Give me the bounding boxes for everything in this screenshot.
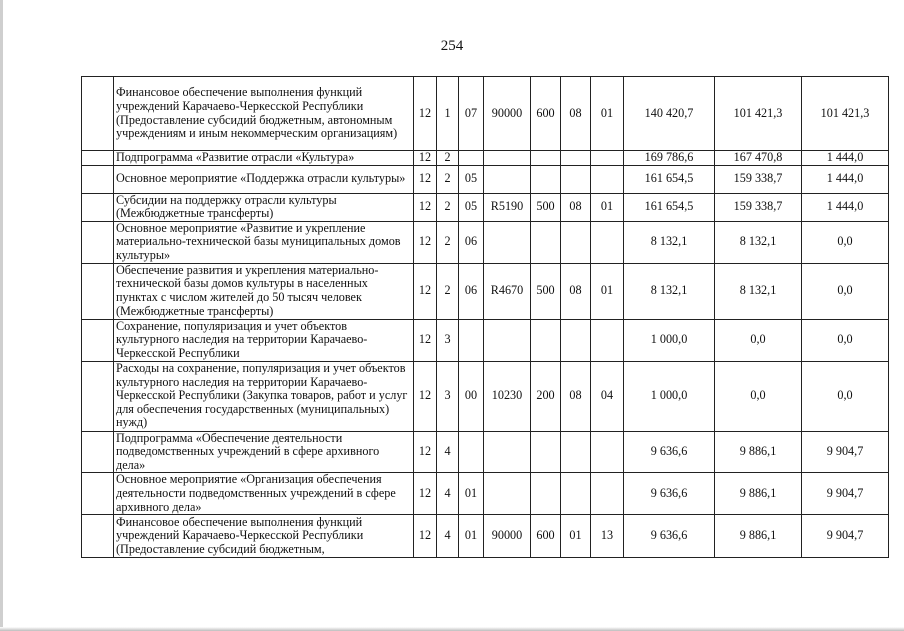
row-number-cell (82, 473, 114, 515)
row-number-cell (82, 263, 114, 319)
row-number-cell (82, 431, 114, 473)
amount-cell: 1 444,0 (802, 151, 889, 166)
code-cell: 12 (414, 319, 437, 361)
code-cell: 10230 (484, 361, 531, 431)
amount-cell: 0,0 (802, 319, 889, 361)
table-row (82, 151, 889, 166)
row-name: Обеспечение развития и укрепления материально-технической базы домов культуры в населенных пунктах с числом жителей до 50 тысяч человек (Межбюджетные трансферты) (114, 263, 414, 319)
row-name: Подпрограмма «Обеспечение деятельности подведомственных учреждений в сфере архивного дела» (114, 431, 414, 473)
amount-cell: 8 132,1 (715, 221, 802, 263)
code-cell (484, 319, 531, 361)
amount-cell: 9 886,1 (715, 473, 802, 515)
row-number-cell (82, 319, 114, 361)
code-cell: 05 (459, 165, 484, 193)
code-cell (561, 473, 591, 515)
row-name: Финансовое обеспечение выполнения функций учреждений Карачаево-Черкесской Республики (Предоставление субсидий бюджетным, автономным учреждениям и иным некоммерческим организациям) (114, 77, 414, 151)
code-cell (531, 319, 561, 361)
amount-cell: 9 886,1 (715, 431, 802, 473)
amount-cell: 1 000,0 (624, 361, 715, 431)
code-cell (484, 473, 531, 515)
code-cell: 07 (459, 77, 484, 151)
code-cell (591, 431, 624, 473)
code-cell (531, 221, 561, 263)
code-cell (591, 151, 624, 166)
code-cell: 12 (414, 431, 437, 473)
code-cell (459, 319, 484, 361)
code-cell: 01 (561, 515, 591, 558)
code-cell: 08 (561, 77, 591, 151)
table-row (82, 361, 889, 431)
code-cell: 3 (437, 319, 459, 361)
amount-cell: 0,0 (802, 221, 889, 263)
code-cell: 2 (437, 165, 459, 193)
amount-cell: 161 654,5 (624, 193, 715, 221)
code-cell: 01 (591, 263, 624, 319)
code-cell (561, 151, 591, 166)
amount-cell: 1 444,0 (802, 165, 889, 193)
code-cell: 12 (414, 165, 437, 193)
code-cell (561, 165, 591, 193)
code-cell: 08 (561, 263, 591, 319)
table-row (82, 263, 889, 319)
code-cell: 1 (437, 77, 459, 151)
code-cell: 12 (414, 221, 437, 263)
code-cell: 200 (531, 361, 561, 431)
code-cell (459, 431, 484, 473)
code-cell (591, 473, 624, 515)
amount-cell: 0,0 (802, 361, 889, 431)
amount-cell: 9 636,6 (624, 473, 715, 515)
table-row (82, 193, 889, 221)
code-cell (561, 221, 591, 263)
code-cell (561, 319, 591, 361)
code-cell: 06 (459, 221, 484, 263)
code-cell (531, 151, 561, 166)
code-cell: 90000 (484, 515, 531, 558)
code-cell: 2 (437, 263, 459, 319)
row-number-cell (82, 515, 114, 558)
amount-cell: 159 338,7 (715, 165, 802, 193)
code-cell (591, 319, 624, 361)
code-cell: 4 (437, 431, 459, 473)
code-cell: 08 (561, 193, 591, 221)
code-cell: 12 (414, 473, 437, 515)
amount-cell: 9 904,7 (802, 473, 889, 515)
code-cell (484, 221, 531, 263)
code-cell (484, 165, 531, 193)
code-cell: 90000 (484, 77, 531, 151)
code-cell: 12 (414, 193, 437, 221)
amount-cell: 9 636,6 (624, 515, 715, 558)
code-cell: 01 (591, 193, 624, 221)
code-cell: 12 (414, 263, 437, 319)
amount-cell: 1 444,0 (802, 193, 889, 221)
code-cell (591, 221, 624, 263)
code-cell: 00 (459, 361, 484, 431)
code-cell (531, 431, 561, 473)
code-cell: 4 (437, 515, 459, 558)
row-number-cell (82, 151, 114, 166)
code-cell: 3 (437, 361, 459, 431)
amount-cell: 0,0 (715, 361, 802, 431)
amount-cell: 8 132,1 (624, 221, 715, 263)
code-cell: 2 (437, 221, 459, 263)
row-number-cell (82, 361, 114, 431)
code-cell: 08 (561, 361, 591, 431)
table-row (82, 319, 889, 361)
code-cell (531, 165, 561, 193)
code-cell: 04 (591, 361, 624, 431)
code-cell: 01 (459, 473, 484, 515)
table-row (82, 431, 889, 473)
code-cell: 12 (414, 515, 437, 558)
amount-cell: 169 786,6 (624, 151, 715, 166)
amount-cell: 140 420,7 (624, 77, 715, 151)
code-cell (459, 151, 484, 166)
code-cell: 4 (437, 473, 459, 515)
code-cell: R5190 (484, 193, 531, 221)
code-cell: 01 (591, 77, 624, 151)
code-cell: 12 (414, 77, 437, 151)
scan-left-edge (0, 0, 3, 631)
table-row (82, 77, 889, 151)
amount-cell: 159 338,7 (715, 193, 802, 221)
code-cell: 01 (459, 515, 484, 558)
amount-cell: 8 132,1 (715, 263, 802, 319)
code-cell: 600 (531, 515, 561, 558)
code-cell: 12 (414, 151, 437, 166)
code-cell: 2 (437, 151, 459, 166)
code-cell: 500 (531, 193, 561, 221)
code-cell: 05 (459, 193, 484, 221)
budget-table (81, 76, 889, 558)
row-name: Финансовое обеспечение выполнения функций учреждений Карачаево-Черкесской Республики (Предоставление субсидий бюджетным, (114, 515, 414, 558)
code-cell: 600 (531, 77, 561, 151)
amount-cell: 9 904,7 (802, 515, 889, 558)
code-cell: R4670 (484, 263, 531, 319)
code-cell (561, 431, 591, 473)
row-name: Подпрограмма «Развитие отрасли «Культура» (114, 151, 414, 166)
code-cell (484, 151, 531, 166)
row-number-cell (82, 221, 114, 263)
row-name: Основное мероприятие «Развитие и укрепление материально-технической базы муниципальных домов культуры» (114, 221, 414, 263)
row-number-cell (82, 77, 114, 151)
row-number-cell (82, 165, 114, 193)
amount-cell: 0,0 (715, 319, 802, 361)
row-name: Основное мероприятие «Организация обеспечения деятельности подведомственных учреждений в сфере архивного дела» (114, 473, 414, 515)
amount-cell: 9 636,6 (624, 431, 715, 473)
amount-cell: 9 886,1 (715, 515, 802, 558)
row-name: Расходы на сохранение, популяризация и учет объектов культурного наследия на территории Карачаево-Черкесской Республики (Закупка товаров, работ и услуг для обеспечения государственных (муниципальных) нужд) (114, 361, 414, 431)
code-cell (591, 165, 624, 193)
table-row (82, 473, 889, 515)
row-name: Сохранение, популяризация и учет объектов культурного наследия на территории Карачаево-Черкесской Республики (114, 319, 414, 361)
page-number: 254 (440, 38, 464, 54)
amount-cell: 9 904,7 (802, 431, 889, 473)
code-cell: 12 (414, 361, 437, 431)
scan-bottom-edge (0, 627, 904, 631)
row-name: Субсидии на поддержку отрасли культуры (Межбюджетные трансферты) (114, 193, 414, 221)
code-cell (531, 473, 561, 515)
table-row (82, 165, 889, 193)
code-cell: 500 (531, 263, 561, 319)
table-row (82, 515, 889, 558)
code-cell: 2 (437, 193, 459, 221)
amount-cell: 8 132,1 (624, 263, 715, 319)
code-cell: 13 (591, 515, 624, 558)
row-name: Основное мероприятие «Поддержка отрасли культуры» (114, 165, 414, 193)
row-number-cell (82, 193, 114, 221)
amount-cell: 167 470,8 (715, 151, 802, 166)
code-cell (484, 431, 531, 473)
amount-cell: 101 421,3 (715, 77, 802, 151)
amount-cell: 0,0 (802, 263, 889, 319)
amount-cell: 101 421,3 (802, 77, 889, 151)
amount-cell: 1 000,0 (624, 319, 715, 361)
amount-cell: 161 654,5 (624, 165, 715, 193)
code-cell: 06 (459, 263, 484, 319)
table-row (82, 221, 889, 263)
